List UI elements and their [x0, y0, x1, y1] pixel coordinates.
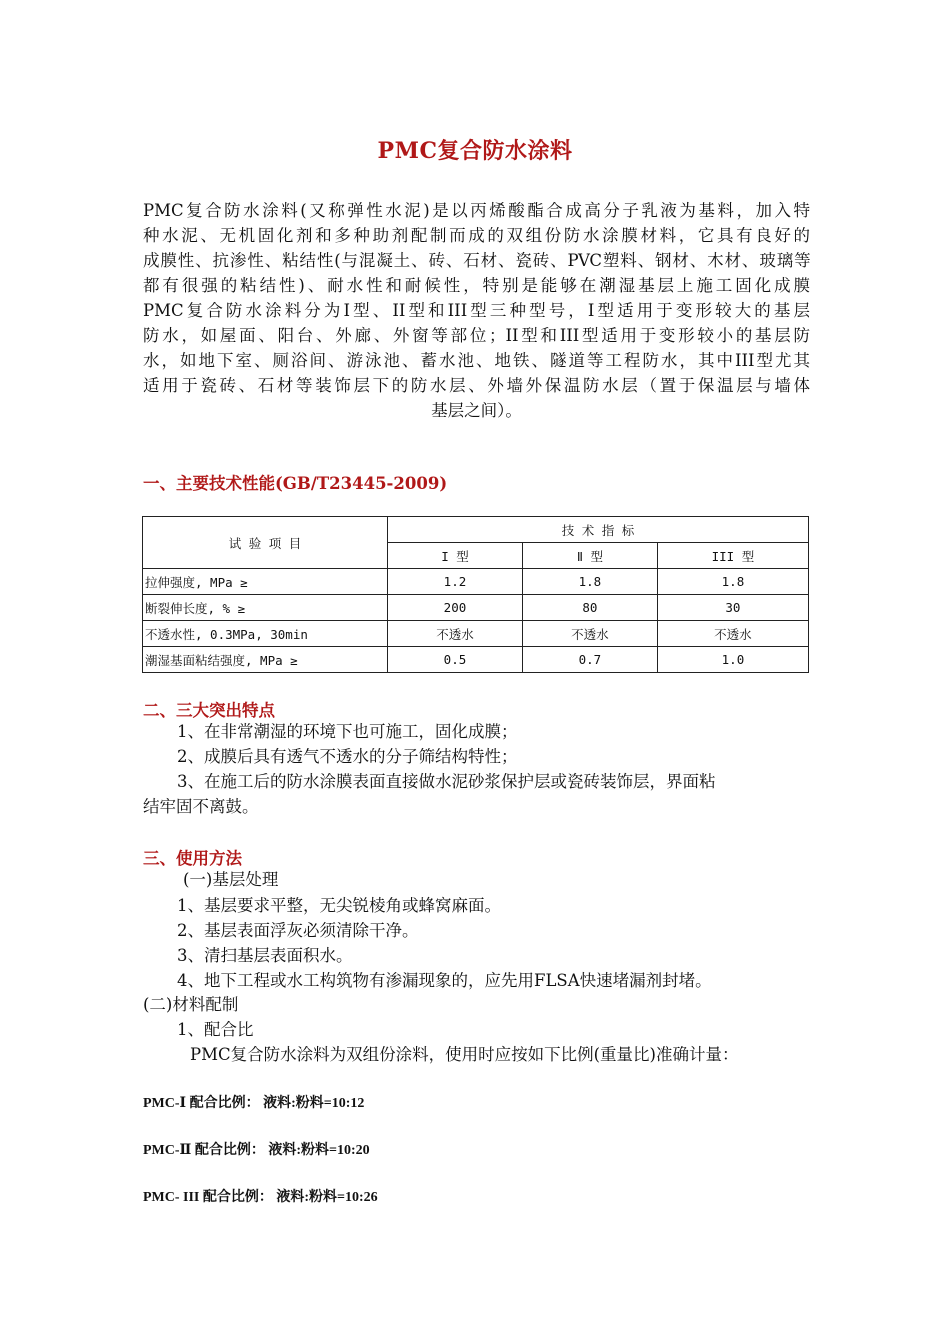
table-cell-item: 拉伸强度, MPa ≥ — [143, 569, 388, 595]
table-cell-item: 断裂伸长度, % ≥ — [143, 595, 388, 621]
table-row — [143, 621, 809, 647]
document-title: PMC复合防水涂料 — [377, 138, 573, 164]
performance-table — [142, 516, 809, 673]
table-row — [143, 595, 809, 621]
table-cell: 80 — [522, 595, 657, 621]
table-cell: 不透水 — [657, 621, 808, 647]
table-cell: 0.7 — [522, 647, 657, 673]
feature-item: 3、在施工后的防水涂膜表面直接做水泥砂浆保护层或瓷砖装饰层，界面粘 — [177, 772, 716, 791]
table-header-spec: 技 术 指 标 — [388, 517, 809, 543]
table-cell: 0.5 — [388, 647, 523, 673]
section-heading-performance: 一、主要技术性能(GB/T23445-2009) — [143, 474, 448, 493]
list-item: 4、地下工程或水工构筑物有渗漏现象的，应先用FLSA快速堵漏剂封堵。 — [177, 971, 712, 990]
ratio-line: PMC- III 配合比例： 液料:粉料=10:26 — [143, 1190, 378, 1205]
table-header-type: Ⅱ 型 — [522, 543, 657, 569]
table-cell: 不透水 — [522, 621, 657, 647]
subsection-title: (二)材料配制 — [143, 995, 239, 1014]
table-cell-item: 潮湿基面粘结强度, MPa ≥ — [143, 647, 388, 673]
table-cell: 1.8 — [522, 569, 657, 595]
intro-line: 水，如地下室、厕浴间、游泳池、蓄水池、地铁、隧道等工程防水，其中III型尤其 — [143, 351, 810, 370]
table-header-type: III 型 — [657, 543, 808, 569]
ratio-line: PMC-Ⅰ 配合比例： 液料:粉料=10:12 — [143, 1096, 365, 1111]
intro-line: 适用于瓷砖、石材等装饰层下的防水层、外墙外保温防水层（置于保温层与墙体 — [143, 376, 810, 395]
feature-item: 2、成膜后具有透气不透水的分子筛结构特性； — [177, 747, 518, 766]
subsection-title: (一)基层处理 — [183, 870, 279, 889]
list-item: 1、配合比 — [177, 1020, 254, 1039]
intro-line: PMC复合防水涂料分为I型、II型和III型三种型号，I型适用于变形较大的基层 — [143, 301, 810, 320]
table-row — [143, 647, 809, 673]
intro-line: 种水泥、无机固化剂和多种助剂配制而成的双组份防水涂膜材料，它具有良好的 — [143, 226, 810, 245]
table-cell: 1.2 — [388, 569, 523, 595]
intro-line: 都有很强的粘结性)、耐水性和耐候性，特别是能够在潮湿基层上施工固化成膜 — [143, 276, 810, 295]
table-row — [143, 569, 809, 595]
intro-line: 成膜性、抗渗性、粘结性(与混凝土、砖、石材、瓷砖、PVC塑料、钢材、木材、玻璃等 — [143, 251, 810, 270]
section-heading-features: 二、三大突出特点 — [143, 701, 275, 720]
list-item: 1、基层要求平整，无尖锐棱角或蜂窝麻面。 — [177, 896, 501, 915]
feature-item: 结牢固不离鼓。 — [143, 797, 259, 816]
intro-line: 防水，如屋面、阳台、外廊、外窗等部位；II型和III型适用于变形较小的基层防 — [143, 326, 810, 345]
table-cell: 不透水 — [388, 621, 523, 647]
intro-line: 基层之间）。 — [431, 401, 522, 420]
intro-line: PMC复合防水涂料(又称弹性水泥)是以丙烯酸酯合成高分子乳液为基料，加入特 — [143, 201, 810, 220]
list-item: 2、基层表面浮灰必须清除干净。 — [177, 921, 419, 940]
feature-item: 1、在非常潮湿的环境下也可施工，固化成膜； — [177, 722, 518, 741]
table-cell: 1.0 — [657, 647, 808, 673]
table-header-item: 试 验 项 目 — [143, 517, 388, 569]
mix-instruction: PMC复合防水涂料为双组份涂料，使用时应按如下比例(重量比)准确计量： — [190, 1045, 739, 1064]
table-header-row — [143, 517, 809, 543]
ratio-line: PMC-Ⅱ 配合比例： 液料:粉料=10:20 — [143, 1143, 370, 1158]
table-cell: 30 — [657, 595, 808, 621]
intro-paragraph — [143, 198, 810, 423]
table-header-type: I 型 — [388, 543, 523, 569]
list-item: 3、清扫基层表面积水。 — [177, 946, 353, 965]
table-cell: 200 — [388, 595, 523, 621]
table-cell-item: 不透水性, 0.3MPa, 30min — [143, 621, 388, 647]
table-cell: 1.8 — [657, 569, 808, 595]
section-heading-usage: 三、使用方法 — [143, 849, 242, 868]
